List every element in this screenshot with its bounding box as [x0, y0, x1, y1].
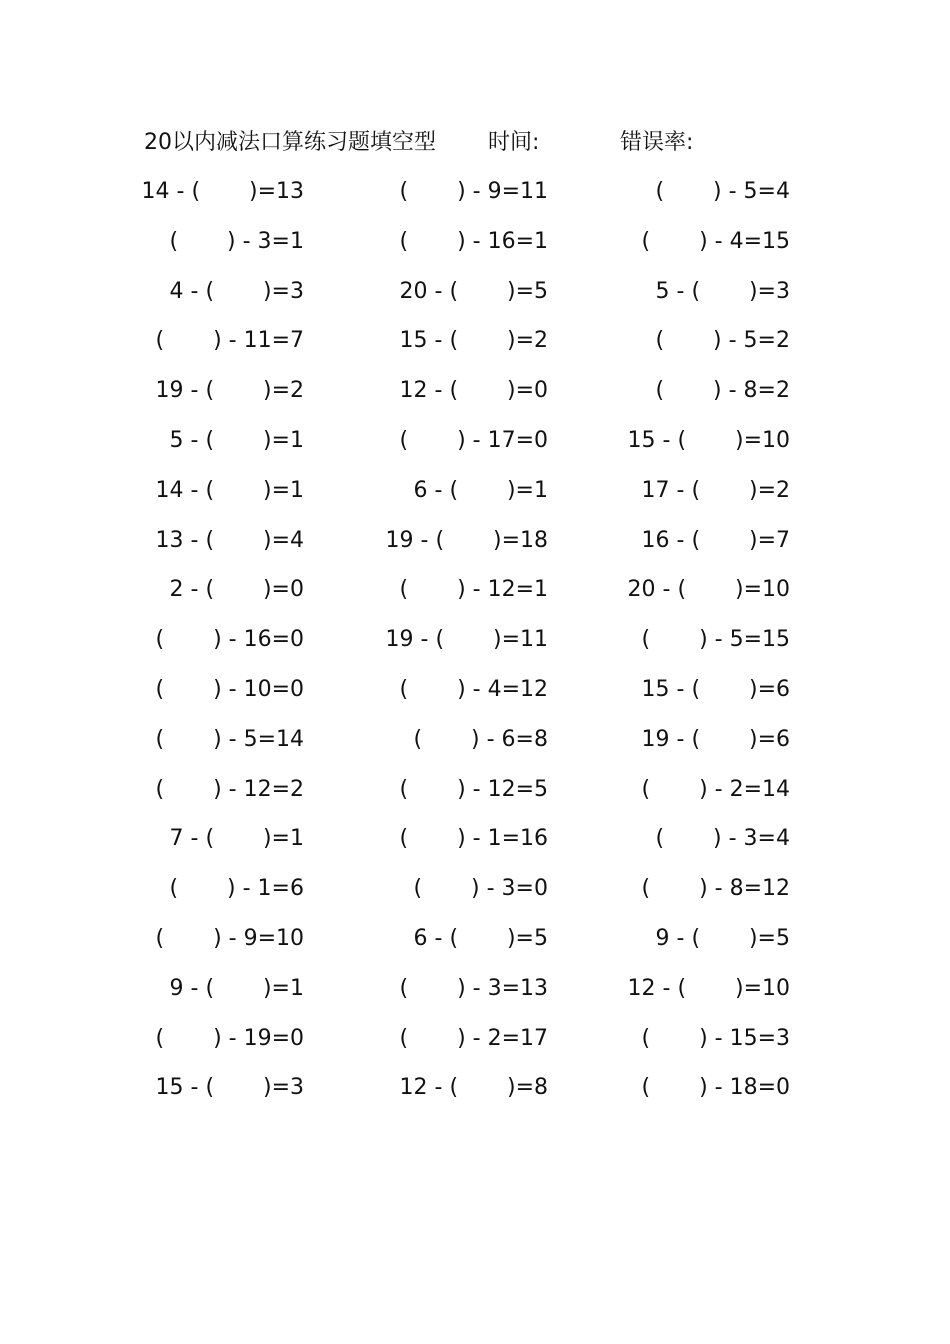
problem-item: ( ) - 17=0: [399, 427, 548, 453]
problem-item: ( ) - 1=16: [399, 826, 548, 852]
problem-item: 9 - ( )=1: [169, 975, 304, 1001]
problem-item: ( ) - 9=11: [399, 179, 548, 204]
problem-row: [0, 572, 950, 622]
problem-row: [0, 224, 950, 274]
problem-row: [0, 772, 950, 822]
problem-item: ( ) - 4=15: [641, 228, 790, 254]
problem-item: 19 - ( )=11: [385, 627, 548, 653]
problem-item: ( ) - 1=6: [169, 876, 304, 902]
problem-item: 2 - ( )=0: [169, 577, 304, 603]
problem-item: ( ) - 16=0: [155, 627, 304, 653]
problem-item: ( ) - 5=15: [641, 627, 790, 653]
problem-row: [0, 174, 950, 224]
problem-item: ( ) - 12=2: [155, 776, 304, 802]
problem-item: 7 - ( )=1: [169, 826, 304, 852]
problem-item: ( ) - 18=0: [641, 1075, 790, 1101]
problem-row: [0, 274, 950, 324]
problem-item: ( ) - 19=0: [155, 1025, 304, 1051]
problem-item: 6 - ( )=1: [413, 477, 548, 503]
problem-item: 13 - ( )=4: [155, 527, 304, 553]
error-rate-label: 错误率:: [620, 130, 694, 155]
problem-item: 20 - ( )=10: [627, 577, 790, 603]
problem-item: 12 - ( )=0: [399, 378, 548, 404]
problem-item: 5 - ( )=1: [169, 427, 304, 453]
problem-item: ( ) - 2=14: [641, 776, 790, 802]
problem-item: 16 - ( )=7: [641, 527, 790, 553]
time-label: 时间:: [488, 130, 540, 155]
problem-item: ( ) - 5=4: [655, 179, 790, 204]
problem-item: 14 - ( )=13: [141, 179, 304, 204]
problem-item: 6 - ( )=5: [413, 925, 548, 951]
problem-item: ( ) - 12=5: [399, 776, 548, 802]
problem-item: 15 - ( )=3: [155, 1075, 304, 1101]
problem-item: ( ) - 15=3: [641, 1025, 790, 1051]
problem-item: 19 - ( )=2: [155, 378, 304, 404]
problem-item: ( ) - 5=14: [155, 726, 304, 752]
problem-item: ( ) - 3=1: [169, 228, 304, 254]
problem-item: ( ) - 8=12: [641, 876, 790, 902]
problem-item: ( ) - 5=2: [655, 328, 790, 354]
problem-item: ( ) - 4=12: [399, 676, 548, 702]
problem-row: [0, 323, 950, 373]
problem-item: 19 - ( )=18: [385, 527, 548, 553]
problem-item: ( ) - 9=10: [155, 925, 304, 951]
problem-item: ( ) - 3=4: [655, 826, 790, 852]
problem-item: 15 - ( )=10: [627, 427, 790, 453]
problem-item: 4 - ( )=3: [169, 278, 304, 304]
problem-item: 20 - ( )=5: [399, 278, 548, 304]
problem-item: ( ) - 10=0: [155, 676, 304, 702]
problem-item: ( ) - 8=2: [655, 378, 790, 404]
problem-row: [0, 523, 950, 573]
problem-row: [0, 373, 950, 423]
problem-item: 19 - ( )=6: [641, 726, 790, 752]
problem-row: [0, 1021, 950, 1071]
problem-row: [0, 423, 950, 473]
problem-grid: [0, 174, 950, 1120]
problem-row: [0, 672, 950, 722]
problem-row: [0, 473, 950, 523]
problem-item: 9 - ( )=5: [655, 925, 790, 951]
problem-item: 15 - ( )=6: [641, 676, 790, 702]
problem-item: ( ) - 3=0: [413, 876, 548, 902]
problem-row: [0, 1070, 950, 1120]
problem-row: [0, 921, 950, 971]
problem-row: [0, 971, 950, 1021]
problem-item: ( ) - 6=8: [413, 726, 548, 752]
problem-item: 17 - ( )=2: [641, 477, 790, 503]
problem-item: 12 - ( )=10: [627, 975, 790, 1001]
worksheet-title: 20以内减法口算练习题填空型: [144, 130, 436, 155]
problem-row: [0, 722, 950, 772]
problem-item: 12 - ( )=8: [399, 1075, 548, 1101]
problem-row: [0, 871, 950, 921]
problem-item: ( ) - 3=13: [399, 975, 548, 1001]
problem-item: 15 - ( )=2: [399, 328, 548, 354]
problem-row: [0, 622, 950, 672]
problem-row: [0, 821, 950, 871]
problem-item: 5 - ( )=3: [655, 278, 790, 304]
problem-item: ( ) - 11=7: [155, 328, 304, 354]
problem-item: ( ) - 12=1: [399, 577, 548, 603]
problem-item: ( ) - 2=17: [399, 1025, 548, 1051]
problem-item: ( ) - 16=1: [399, 228, 548, 254]
problem-item: 14 - ( )=1: [155, 477, 304, 503]
